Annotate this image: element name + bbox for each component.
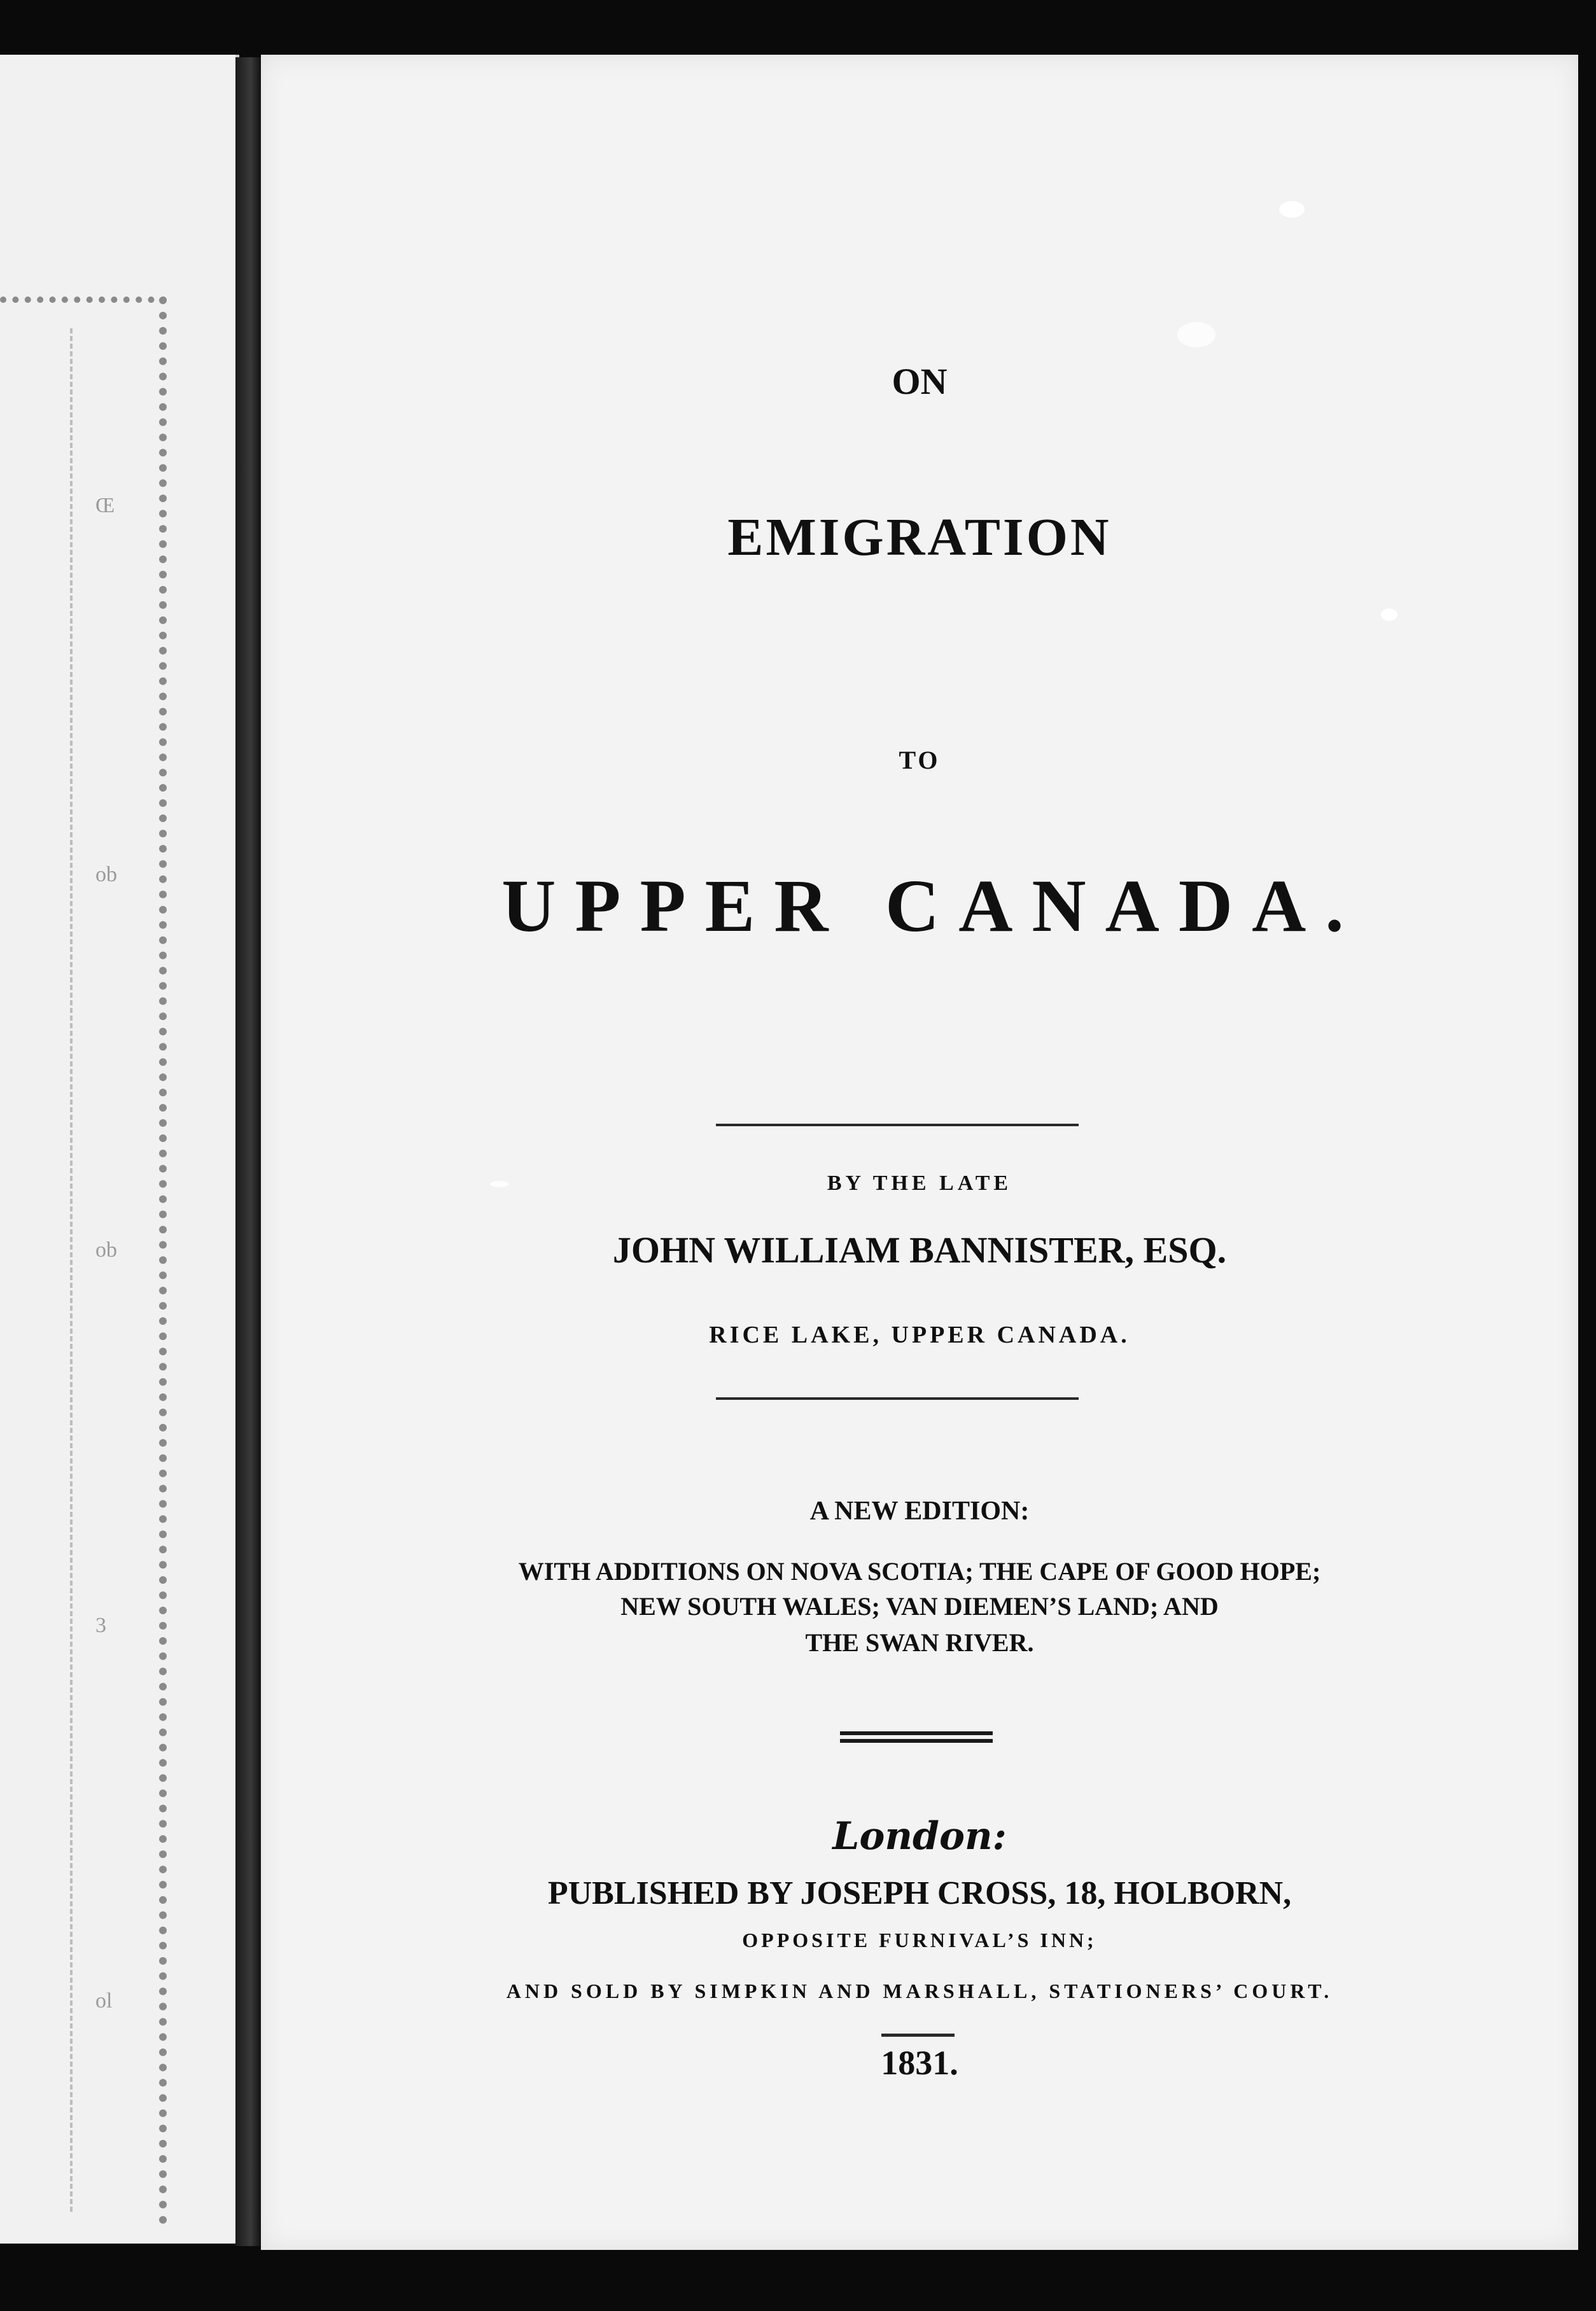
book-gutter	[235, 57, 261, 2246]
double-divider-rule	[840, 1731, 993, 1743]
title-line-on: ON	[892, 361, 948, 402]
facing-page	[0, 55, 239, 2244]
map-mark: ob	[95, 1238, 117, 1262]
additions-line: THE SWAN RIVER.	[805, 1628, 1034, 1657]
byline-intro: BY THE LATE	[827, 1171, 1012, 1195]
title-line-to: TO	[899, 746, 941, 774]
paper-speck	[1177, 322, 1215, 347]
map-mark: ol	[95, 1989, 113, 2013]
edition-statement: A NEW EDITION:	[809, 1497, 1030, 1526]
imprint-place: London:	[832, 1814, 1007, 1859]
title-line-upper-canada: UPPER CANADA.	[501, 864, 1363, 947]
publisher-line: PUBLISHED BY JOSEPH CROSS, 18, HOLBORN,	[547, 1875, 1292, 1911]
additions-line: NEW SOUTH WALES; VAN DIEMEN’S LAND; AND	[620, 1592, 1219, 1621]
additions-line: WITH ADDITIONS ON NOVA SCOTIA; THE CAPE OF GOOD HOPE;	[518, 1557, 1321, 1586]
paper-speck	[490, 1181, 509, 1187]
map-mark: ob	[95, 863, 117, 886]
folded-map-inner-border	[0, 328, 73, 2212]
short-rule	[881, 2034, 955, 2037]
publisher-address: OPPOSITE FURNIVAL’S INN;	[742, 1929, 1097, 1951]
map-mark: Œ	[95, 494, 115, 517]
title-line-emigration: EMIGRATION	[727, 508, 1112, 567]
publication-year: 1831.	[881, 2044, 958, 2082]
distributor-line: AND SOLD BY SIMPKIN AND MARSHALL, STATIONERS’ COURT.	[506, 1979, 1333, 2002]
author-name: JOHN WILLIAM BANNISTER, ESQ.	[612, 1229, 1227, 1271]
divider-rule	[716, 1397, 1079, 1400]
title-page	[261, 55, 1578, 2250]
paper-speck	[1381, 608, 1397, 621]
divider-rule	[716, 1124, 1079, 1126]
author-residence: RICE LAKE, UPPER CANADA.	[709, 1322, 1130, 1348]
map-mark: 3	[95, 1614, 106, 1637]
paper-speck	[1279, 201, 1305, 218]
